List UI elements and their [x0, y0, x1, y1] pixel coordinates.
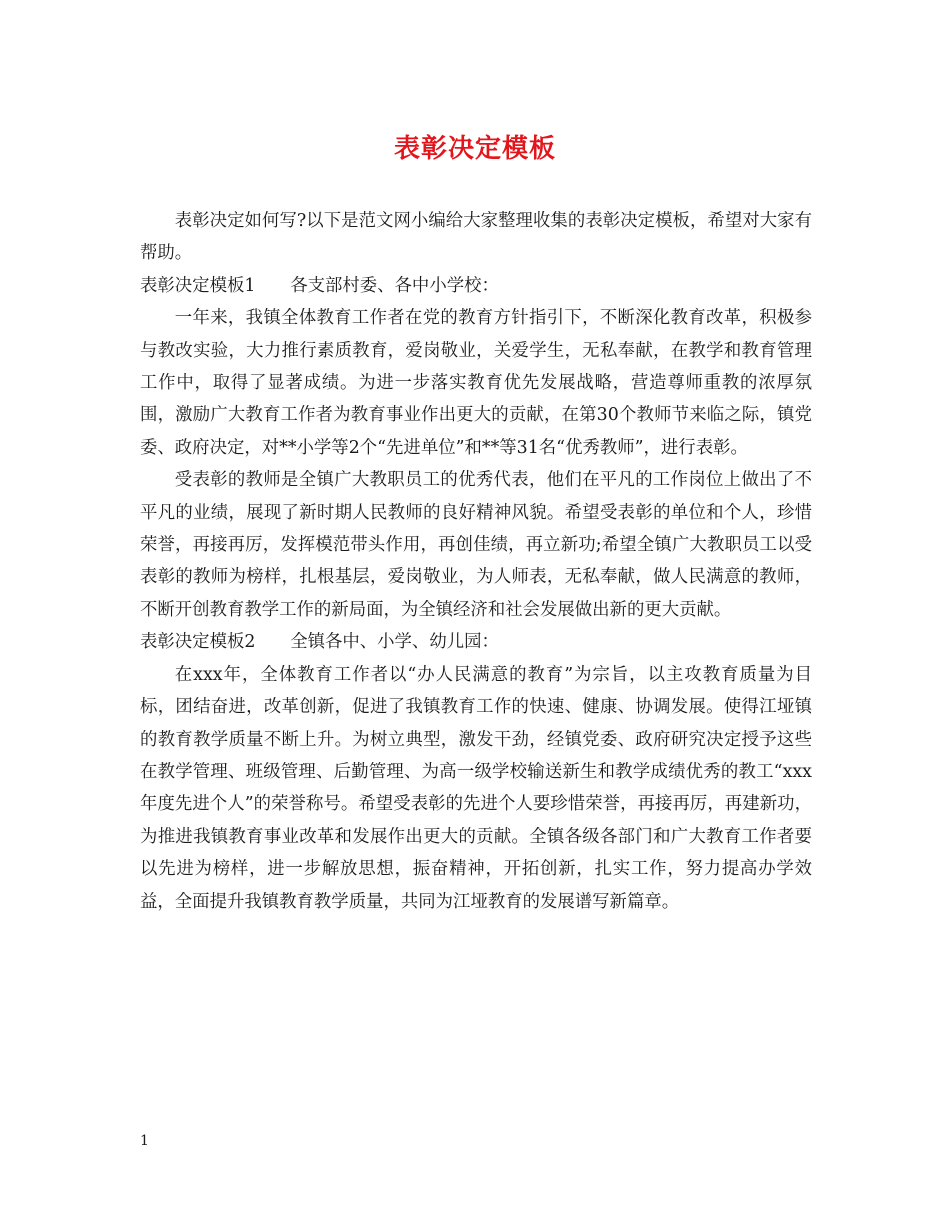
- page-number: 1: [140, 1133, 149, 1149]
- section-heading-2: 表彰决定模板2 全镇各中、小学、幼儿园：: [140, 632, 499, 653]
- section-heading-1: 表彰决定模板1 各支部村委、各中小学校：: [140, 275, 499, 296]
- intro-paragraph: 表彰决定如何写?以下是范文网小编给大家整理收集的表彰决定模板，希望对大家有帮助。: [140, 211, 812, 264]
- document-body: [140, 205, 812, 918]
- section1-paragraph-1: 一年来，我镇全体教育工作者在党的教育方针指引下，不断深化教育改革，积极参与教改实验，大力推行素质教育，爱岗敬业，关爱学生，无私奉献，在教学和教育管理工作中，取得了显著成绩。为进一步落实教育优先发展战略，营造尊师重教的浓厚氛围，激励广大教育工作者为教育事业作出更大的贡献，在第30个教师节来临之际，镇党委、政府决定，对**小学等2个“先进单位”和**等31名“优秀教师”，进行表彰。: [140, 308, 812, 458]
- page-title: 表彰决定模板: [393, 134, 556, 164]
- section2-paragraph-1: 在xxx年，全体教育工作者以“办人民满意的教育”为宗旨，以主攻教育质量为目标，团结奋进，改革创新，促进了我镇教育工作的快速、健康、协调发展。使得江垭镇的教育教学质量不断上升。为树立典型，激发干劲，经镇党委、政府研究决定授予这些在教学管理、班级管理、后勤管理、为高一级学校输送新生和教学成绩优秀的教工“xxx年度先进个人”的荣誉称号。希望受表彰的先进个人要珍惜荣誉，再接再厉，再建新功，为推进我镇教育事业改革和发展作出更大的贡献。全镇各级各部门和广大教育工作者要以先进为榜样，进一步解放思想，振奋精神，开拓创新，扎实工作，努力提高办学效益，全面提升我镇教育教学质量，共同为江垭教育的发展谱写新篇章。: [140, 664, 812, 912]
- section1-paragraph-2: 受表彰的教师是全镇广大教职员工的优秀代表，他们在平凡的工作岗位上做出了不平凡的业绩，展现了新时期人民教师的良好精神风貌。希望受表彰的单位和个人，珍惜荣誉，再接再厉，发挥模范带头作用，再创佳绩，再立新功;希望全镇广大教职员工以受表彰的教师为榜样，扎根基层，爱岗敬业，为人师表，无私奉献，做人民满意的教师，不断开创教育教学工作的新局面，为全镇经济和社会发展做出新的更大贡献。: [140, 470, 812, 620]
